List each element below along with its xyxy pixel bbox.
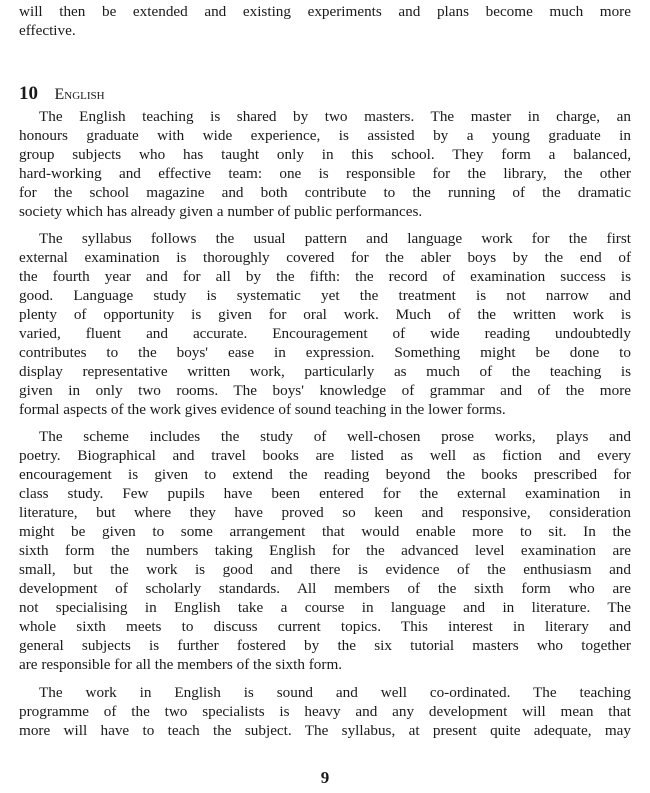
text-line: group subjects who has taught only in this school. They form a balanced, [19, 146, 631, 163]
text-line: The scheme includes the study of well-chosen prose works, plays and [39, 428, 631, 445]
text-line: small, but the work is good and there is evidence of the enthusiasm and [19, 561, 631, 578]
text-line: display representative written work, particularly as much of the teaching is [19, 363, 631, 380]
text-line: the fourth year and for all by the fifth: the record of examination success is [19, 268, 631, 285]
text-line: for the school magazine and both contribute to the running of the dramatic [19, 184, 631, 201]
text-line: The work in English is sound and well co-ordinated. The teaching [39, 684, 631, 701]
text-line: poetry. Biographical and travel books are listed as well as fiction and every [19, 447, 631, 464]
text-line: class study. Few pupils have been entered for the external examination in [19, 485, 631, 502]
text-line: honours graduate with wide experience, is assisted by a young graduate in [19, 127, 631, 144]
text-line: whole sixth meets to discuss current topics. This interest in literary and [19, 618, 631, 635]
text-line: varied, fluent and accurate. Encouragement of wide reading undoubtedly [19, 325, 631, 342]
section-title: English [54, 86, 105, 103]
text-line: encouragement is given to extend the reading beyond the books prescribed for [19, 466, 631, 483]
text-line: society which has already given a number of public performances. [19, 203, 423, 220]
text-line: The syllabus follows the usual pattern and language work for the first [39, 230, 631, 247]
text-line: good. Language study is systematic yet the treatment is not narrow and [19, 287, 631, 304]
text-line: programme of the two specialists is heavy and any development will mean that [19, 703, 631, 720]
text-line: are responsible for all the members of the sixth form. [19, 656, 343, 673]
text-line: contributes to the boys' ease in expression. Something might be done to [19, 344, 631, 361]
text-line: general subjects is further fostered by the six tutorial masters who together [19, 637, 631, 654]
text-line: plenty of opportunity is given for oral work. Much of the written work is [19, 306, 631, 323]
text-line: development of scholarly standards. All members of the sixth form who are [19, 580, 631, 597]
section-heading [19, 82, 105, 106]
text-line: hard-working and effective team: one is responsible for the library, the other [19, 165, 631, 182]
text-line: The English teaching is shared by two masters. The master in charge, an [39, 108, 631, 125]
text-line: given in only two rooms. The boys' knowledge of grammar and of the more [19, 382, 631, 399]
text-line: literature, but where they have proved so keen and responsive, consideration [19, 504, 631, 521]
text-line: more will have to teach the subject. The syllabus, at present quite adequate, may [19, 722, 631, 739]
text-line: effective. [19, 22, 76, 39]
text-line: external examination is thoroughly covered for the abler boys by the end of [19, 249, 631, 266]
text-line: sixth form the numbers taking English for the advanced level examination are [19, 542, 631, 559]
text-line: will then be extended and existing experiments and plans become much more [19, 3, 631, 20]
page-number: 9 [320, 768, 330, 787]
text-line: formal aspects of the work gives evidence of sound teaching in the lower forms. [19, 401, 506, 418]
text-line: not specialising in English take a course in language and in literature. The [19, 599, 631, 616]
section-number: 10 [19, 83, 38, 104]
text-line: might be given to some arrangement that would enable more to sit. In the [19, 523, 631, 540]
